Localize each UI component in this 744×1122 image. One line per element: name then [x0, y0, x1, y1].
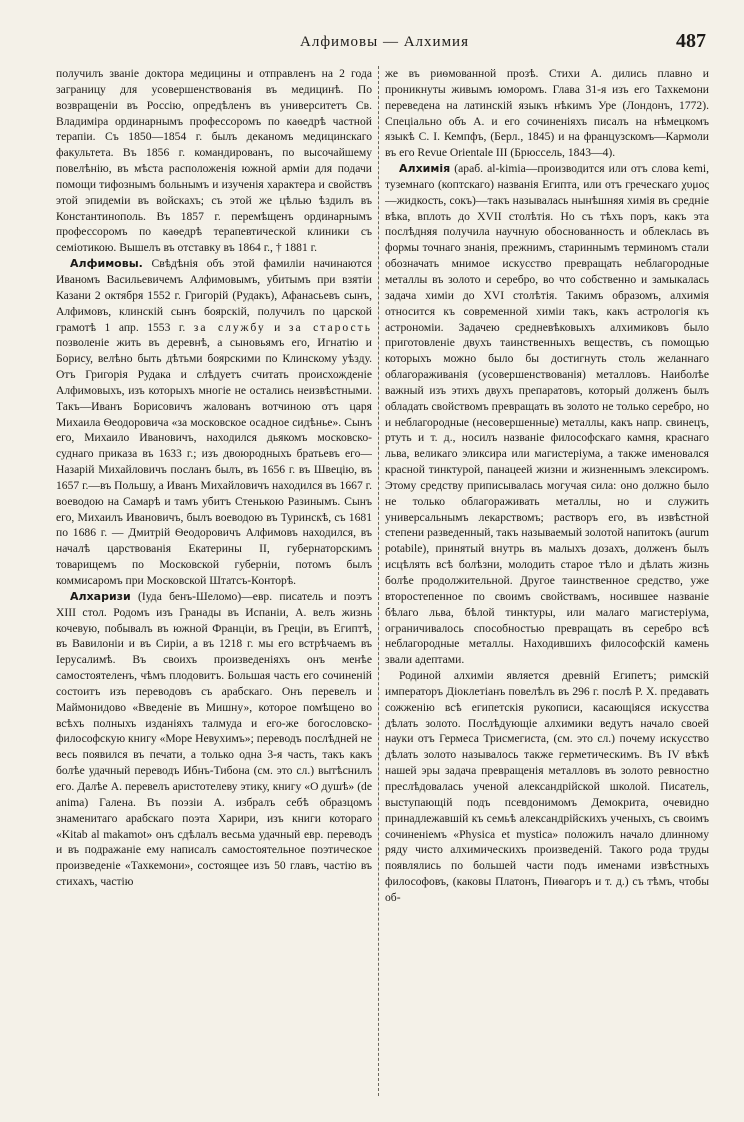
right-column	[385, 66, 709, 1101]
running-head: Алфимовы — Алхимия	[300, 34, 469, 50]
entry-text: (Іуда бенъ-Шеломо)—евр. писатель и поэтъ XIII стол. Родомъ изъ Гранады въ Испаніи, А. велъ жизнь кочевую, побывалъ въ южной Франціи, въ Греціи, въ Египтѣ, въ Вавилоніи и въ Сиріи, а въ 1218 г. мы его встрѣчаемъ въ Іерусалимѣ. Въ своихъ произведеніяхъ онъ менѣе самостоятеленъ, чѣмъ плодовитъ. Большая часть его сочиненій состоитъ изъ переводовъ съ арабскаго. Онъ перевелъ и Маймонидово «Введеніе въ Мишну», которое помѣщено во всѣхъ полныхъ изданіяхъ талмуда и его-же богословско-философскую книгу «Море Невухимъ»; переводъ послѣдней не весь появился въ печати, а только одна 3-я часть, такъ какъ болѣе удачный переводъ Ибнъ-Тибона (см. это сл.) вытѣснилъ его. Далѣе А. перевелъ аристотелеву этику, книгу «О душѣ» (de anima) Галена. Въ поэзіи А. избралъ себѣ образцомъ знаменитаго арабскаго поэта Харири, изъ книги котораго «Kitab al makamot» онъ сдѣлалъ весьма удачный евр. переводъ и въ подражаніе ему написалъ самостоятельное поэтическое произведеніе «Тахкемони», состоящее изъ 50 главъ, частію въ стихахъ, частію	[56, 589, 372, 889]
paragraph-continuation: же въ риѳмованной прозѣ. Стихи А. дились плавно и проникнуты живымъ юморомъ. Глава 31-я изъ его Тахкемони переведена на латинскій языкъ нѣкимъ Уре (Лондонъ, 1772). Спеціально объ А. и его сочиненіяхъ писалъ на нѣмецкомъ языкѣ С. I. Кемпфъ, (Берл., 1845) и на французскомъ—Кармоли въ его Revue Orientale III (Брюссель, 1843—4).	[385, 67, 709, 160]
entry-text: позволеніе жить въ деревнѣ, а сыновьямъ его, Игнатію и Борису, велѣно быть дѣтьми боярскими по Клинскому уѣзду. Отъ Григорія Рудака и слѣдуетъ считать происхожденіе Алфимовыхъ, изъ которыхъ многіе не остались неизвѣстными. Такъ—Иванъ Борисовичъ жалованъ вотчиною отъ царя Михаила Ѳеодоровича «за московское осадное сидѣнье». Сынъ его, Михаило Ивановичъ, находился дьякомъ московско-суднаго приказа въ 1633 г.; изъ двоюродныхъ братьевъ его—Назарій Михайловичъ посланъ былъ, въ 1656 г. въ Швецію, въ 1657 г.—въ Польшу, а Иванъ Михайловичъ находился въ 1667 г. воеводою на Самарѣ и тамъ убитъ Стенькою Разинымъ. Сынъ его, Михаилъ Ивановичъ, былъ воеводою въ Туринскѣ, съ 1681 по 1686 г. — Дмитрій Ѳеодоровичъ Алфимовъ находился, въ началѣ царствованія Екатерины II, губернаторскимъ товарищемъ по Московской губерніи, потомъ былъ коммисаромъ при Московской Штатсъ-Конторѣ.	[56, 336, 372, 587]
entry-term: Алхимія	[399, 162, 451, 176]
entry-alfimovy	[56, 256, 372, 589]
entry-term: Алфимовы.	[70, 257, 143, 271]
emphasis-text: за службу	[193, 320, 266, 334]
left-column	[56, 66, 372, 1101]
entry-alkharizi	[56, 589, 372, 890]
paragraph-continuation: получилъ званіе доктора медицины и отправленъ на 2 года заграницу для усовершенствованія въ медицинѣ. По возвращеніи въ Россію, опредѣленъ въ университетъ Св. Владиміра ординарнымъ профессоромъ по каѳедрѣ частной терапіи. Съ 1850—1854 г. былъ деканомъ медицинскаго факультета. Въ 1856 г. командированъ, по высочайшему повелѣнію, въ мѣста расположенія южной арміи для подачи помощи тифознымъ больнымъ и изученія характера и свойствъ этой эпидеміи въ войскахъ; съ этой же цѣлью ѣздилъ въ Константинополь. Въ 1857 г. перемѣщенъ ординарнымъ профессоромъ по каѳедрѣ терапевтической клиники съ семіотикою. Вышелъ въ отставку въ 1864 г., † 1881 г.	[56, 67, 372, 255]
entry-text: и	[274, 320, 281, 334]
paragraph: Родиной алхиміи является древній Египетъ; римскій императоръ Діоклетіанъ повелѣлъ въ 296 г. послѣ Р. Х. предавать сожженію всѣ египетскія рукописи, касающіяся искусства дѣлать золото. Послѣдующіе алхимики ведутъ начало своей науки отъ Гермеса Трисмегиста, (см. это сл.) почему искусство дѣлать золото называлось также герметическимъ. Въ IV вѣкѣ нашей эры задача превращенія металловъ въ золото ревностно преслѣдовалась ученой александрійской школой. Писатель, выступающій подъ псевдонимомъ Демокрита, очевидно принадлежавшій къ семьѣ александрійскихъ ученыхъ, съ своимъ сочиненіемъ «Physica et mystica» положилъ начало длинному ряду чисто алхимическихъ произведеній. Такого рода труды появлялись по большей части подъ именами извѣстныхъ философовъ, (каковы Платонъ, Пиѳагоръ и т. д.) съ тѣмъ, чтобы об-	[385, 669, 709, 904]
entry-text: (араб. al-kimia—производится или отъ слова kemi, туземнаго (коптскаго) названія Египта, или отъ греческаго χυμος—жидкость, сокъ)—такъ называлась нынѣшняя химія въ средніе вѣка, вплоть до XVII столѣтія. Но съ тѣхъ поръ, какъ эта послѣдняя получила научную обоснованность и облеклась въ формы точнаго знанія, прежнимъ, стариннымъ терминомъ стали обозначать мнимое искусство превращать неблагородные металлы въ золото и серебро, во что собственно и замыкалась задача химіи до XVI столѣтія. Такимъ образомъ, алхимія относится къ современной химіи такъ, какъ астрологія къ астрономіи. Задачею средневѣковыхъ алхимиковъ было приготовленіе двухъ таинственныхъ веществъ, съ помощью которыхъ можно было бы достигнуть столь желаннаго облагораживанія (усовершенствованія) металловъ. Наиболѣе важный изъ этихъ двухъ препаратовъ, который долженъ былъ обладать свойствомъ превращать въ золото не только серебро, но и неблагородные (несовершенные) металлы, какъ напр. свинецъ, ртуть и т. д., носилъ названіе философскаго камня, краснаго льва, великаго эликсира или магистеріума, а также именовался красной тинктурой, панацеей жизни и жизненнымъ элексиромъ. Этому средству приписывалась могучая сила: оно должно было не только облагораживать металлы, но и служить универсальнымъ лекарствомъ; растворъ его, въ извѣстной степени разведенный, такъ называемый золотой напитокъ (aurum potabile), принятый внутрь въ малыхъ дозахъ, долженъ былъ исцѣлять всѣ болѣзни, молодить старое тѣло и дѣлать жизнь болѣе продолжительной. Другое таинственное средство, уже второстепенное по своимъ свойствамъ, носившее названіе бѣлаго льва, бѣлой тинктуры, или малаго магистеріума, ограничивалось способностью превращать въ серебро всѣ неблагородные металлы. Находившихъ философскій камень звали адептами.	[385, 162, 709, 667]
entry-alkhimiya	[385, 161, 709, 668]
page-header	[0, 30, 744, 58]
emphasis-text: за старость	[288, 320, 372, 334]
entry-text: Свѣдѣнія объ этой фамиліи начинаются Иваномъ Васильевичемъ Алфимовымъ, убитымъ при взятіи Казани 2 октября 1552 г. Григорій (Рудакъ), Афанасьевъ сынъ, Алфимовъ, клинскій сынъ боярскій, получилъ по царской грамотѣ 1 апр. 1553 г.	[56, 257, 372, 334]
entry-term: Алхаризи	[70, 589, 131, 603]
column-divider	[378, 66, 379, 1096]
page-number: 487	[676, 30, 706, 52]
